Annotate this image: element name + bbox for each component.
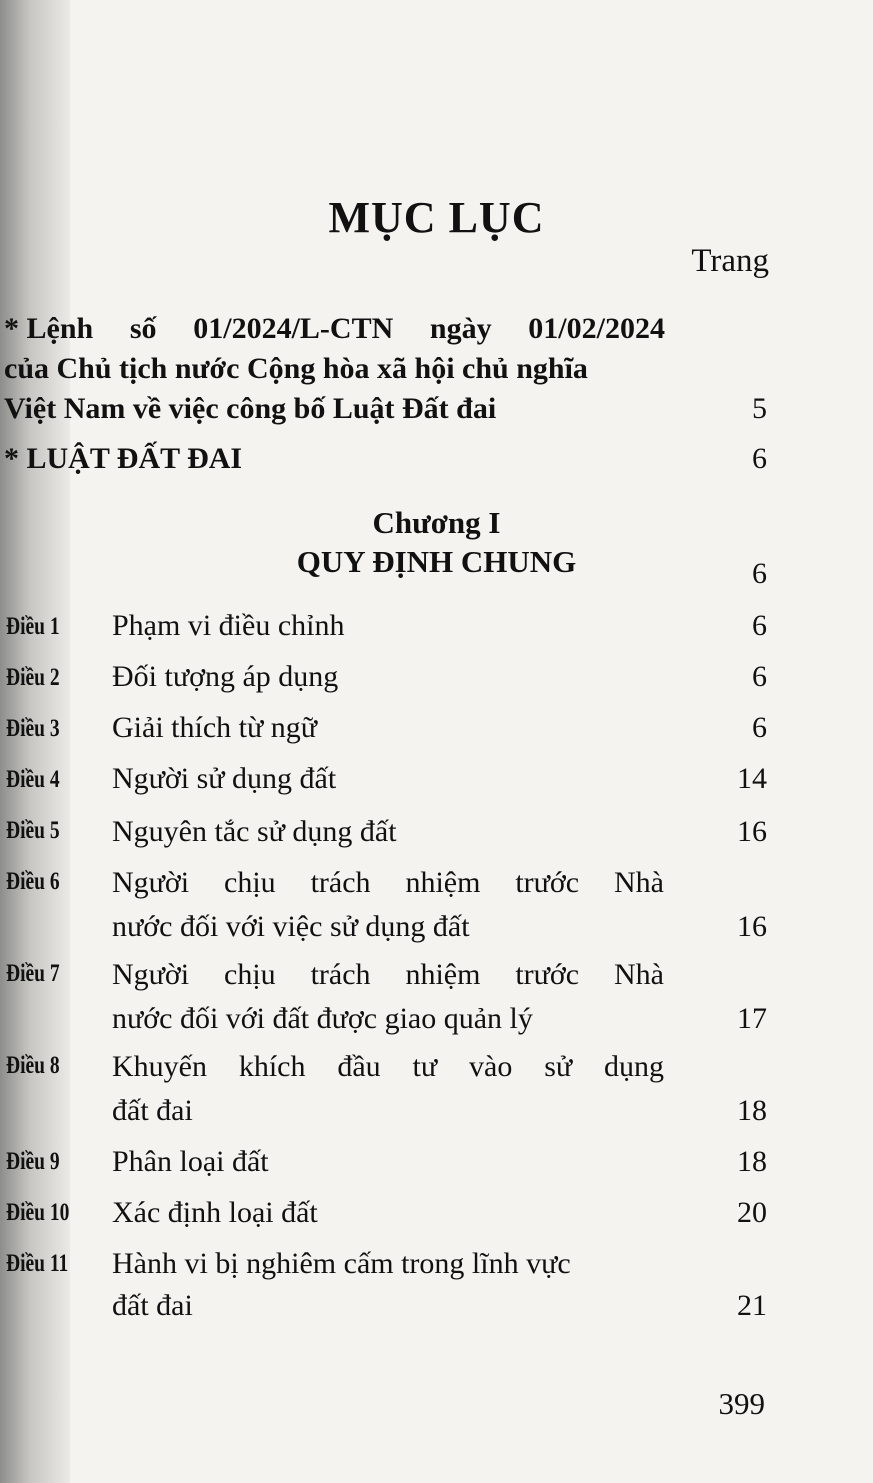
book-page-number: 399 — [718, 1386, 765, 1421]
article-title: Đối tượng áp dụng — [112, 660, 339, 693]
article-title: Giải thích từ ngữ — [112, 711, 317, 744]
article-label: Điều 6 — [6, 868, 60, 895]
article-label: Điều 10 — [6, 1199, 70, 1226]
article-page-number: 18 — [737, 1145, 767, 1178]
article-label: Điều 2 — [6, 664, 60, 691]
intro-page-number: 5 — [752, 392, 767, 425]
intro-word: * Lệnh — [4, 312, 94, 345]
article-page-number: 6 — [752, 711, 767, 744]
article-title-cont: đất đai — [112, 1289, 193, 1322]
chapter-name: QUY ĐỊNH CHUNG — [296, 544, 577, 579]
article-page-number: 18 — [737, 1094, 767, 1127]
article-page-number: 16 — [737, 910, 767, 943]
article-title: Phạm vi điều chỉnh — [112, 609, 345, 642]
article-title-cont: đất đai — [112, 1094, 193, 1127]
intro-line-3: Việt Nam về việc công bố Luật Đất đai — [4, 392, 497, 425]
article-title-cont: nước đối với việc sử dụng đất — [112, 910, 470, 943]
article-page-number: 14 — [737, 762, 767, 795]
article-title: Người chịu trách nhiệm trước Nhà — [112, 958, 664, 991]
chapter-label: Chương I — [372, 505, 501, 540]
article-label: Điều 8 — [6, 1052, 60, 1079]
article-label: Điều 1 — [6, 613, 60, 640]
article-title: Người chịu trách nhiệm trước Nhà — [112, 866, 664, 899]
intro-word: ngày — [429, 312, 492, 345]
page-column-header: Trang — [691, 243, 769, 279]
article-title-cont: nước đối với đất được giao quản lý — [112, 1002, 533, 1035]
article-page-number: 6 — [752, 660, 767, 693]
intro-word: số — [129, 312, 157, 345]
intro-line-1 — [4, 312, 665, 346]
article-title: Khuyến khích đầu tư vào sử dụng — [112, 1050, 664, 1083]
article-label: Điều 11 — [6, 1250, 69, 1277]
article-title: Nguyên tắc sử dụng đất — [112, 815, 397, 848]
intro-word: 01/02/2024 — [528, 312, 665, 345]
article-label: Điều 4 — [6, 766, 60, 793]
article-label: Điều 7 — [6, 960, 60, 987]
intro-line-2: của Chủ tịch nước Cộng hòa xã hội chủ nghĩa — [4, 352, 588, 385]
article-label: Điều 9 — [6, 1148, 60, 1175]
article-page-number: 20 — [737, 1196, 767, 1229]
article-label: Điều 5 — [6, 817, 60, 844]
article-page-number: 21 — [737, 1289, 767, 1322]
article-page-number: 17 — [737, 1002, 767, 1035]
article-title: Hành vi bị nghiêm cấm trong lĩnh vực — [112, 1247, 571, 1280]
article-page-number: 16 — [737, 815, 767, 848]
chapter-page-number: 6 — [752, 557, 767, 590]
law-title: * LUẬT ĐẤT ĐAI — [4, 442, 243, 475]
intro-word: 01/2024/L-CTN — [193, 312, 394, 345]
article-title: Phân loại đất — [112, 1145, 269, 1178]
article-label: Điều 3 — [6, 715, 60, 742]
article-title: Người sử dụng đất — [112, 762, 337, 795]
law-page-number: 6 — [752, 442, 767, 475]
page-title: MỤC LỤC — [328, 193, 545, 242]
article-page-number: 6 — [752, 609, 767, 642]
article-title: Xác định loại đất — [112, 1196, 318, 1229]
